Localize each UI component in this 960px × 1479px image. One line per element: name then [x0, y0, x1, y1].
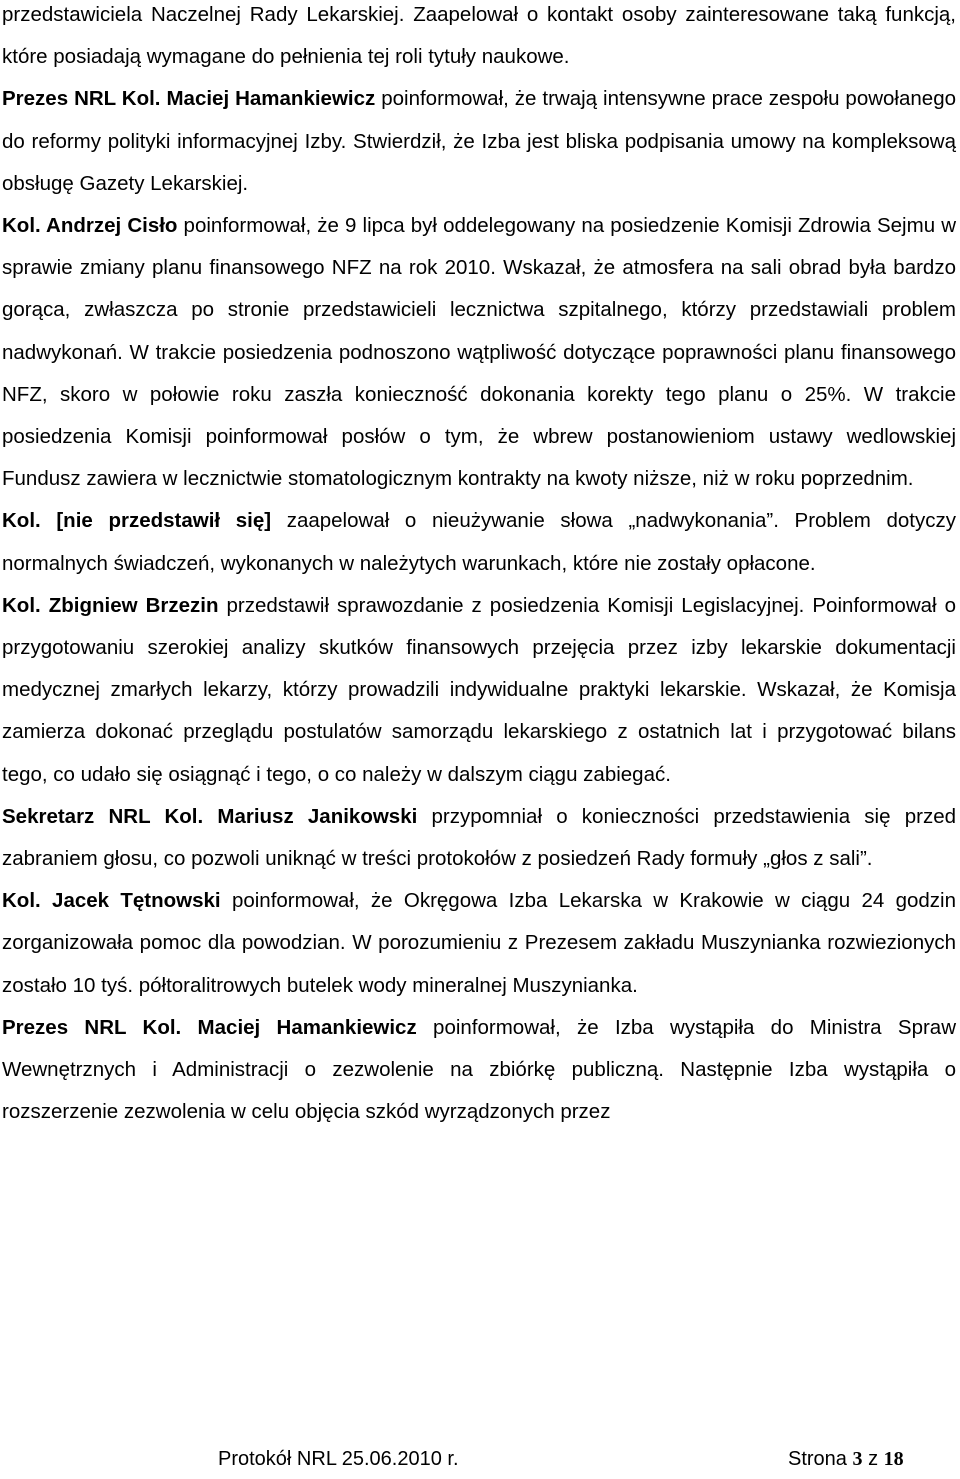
paragraph-6 — [2, 796, 956, 880]
page-footer — [0, 1444, 960, 1474]
speaker-name: Kol. Andrzej Cisło — [2, 214, 178, 238]
paragraph-text: poinformował, że Izba wystąpiła do Ministra Spraw Wewnętrznych i Administracji o zezwolenie na zbiórkę publiczną. Następnie Izba wystąpiła o rozszerzenie zezwolenia w celu objęcia szkód wyrządzonych przez — [2, 1015, 956, 1124]
speaker-name: Kol. Jacek Tętnowski — [2, 889, 221, 913]
page-number: 3 — [852, 1448, 863, 1470]
paragraph-8 — [2, 1007, 956, 1134]
of-word: z — [868, 1448, 879, 1470]
paragraph-7 — [2, 880, 956, 1007]
paragraph-text: poinformował, że trwają intensywne prace zespołu powołanego do reformy polityki informacyjnej Izby. Stwierdził, że Izba jest bliska podpisania umowy na kompleksową obsługę Gazety Lekarskiej. — [2, 87, 956, 195]
speaker-name: Sekretarz NRL Kol. Mariusz Janikowski — [2, 804, 418, 828]
paragraph-3 — [2, 205, 956, 500]
paragraph-5 — [2, 585, 956, 796]
footer-page-indicator — [788, 1444, 904, 1474]
speaker-name: Kol. [nie przedstawił się] — [2, 509, 272, 533]
page-word: Strona — [788, 1448, 847, 1470]
footer-protocol-title: Protokół NRL 25.06.2010 r. — [218, 1448, 459, 1470]
speaker-name: Prezes NRL Kol. Maciej Hamankiewicz — [2, 1015, 417, 1039]
paragraph-1 — [2, 0, 956, 78]
paragraph-text: przedstawił sprawozdanie z posiedzenia Komisji Legislacyjnej. Poinformował o przygotowaniu szerokiej analizy skutków finansowych przejęcia przez izby lekarskie dokumentacji medycznej zmarłych lekarzy, którzy prowadzili indywidualne praktyki lekarskie. Wskazał, że Komisja zamierza dokonać przeglądu postulatów samorządu lekarskiego z ostatnich lat i przygotować bilans tego, co udało się osiągnąć i tego, o co należy w dalszym ciągu zabiegać. — [2, 593, 956, 786]
paragraph-4 — [2, 500, 956, 584]
paragraph-text: zaapelował o nieużywanie słowa „nadwykonania”. Problem dotyczy normalnych świadczeń, wykonanych w należytych warunkach, które nie zostały opłacone. — [2, 509, 956, 575]
paragraph-text: przypomniał o konieczności przedstawienia się przed zabraniem głosu, co pozwoli uniknąć w treści protokołów z posiedzeń Rady formuły „głos z sali”. — [2, 804, 956, 871]
document-body — [2, 0, 956, 1133]
paragraph-text: przedstawiciela Naczelnej Rady Lekarskiej. Zaapelował o kontakt osoby zainteresowane taką funkcją, które posiadają wymagane do pełnienia tej roli tytuły naukowe. — [2, 3, 956, 69]
speaker-name: Prezes NRL Kol. Maciej Hamankiewicz — [2, 87, 376, 111]
speaker-name: Kol. Zbigniew Brzezin — [2, 593, 219, 617]
total-pages: 18 — [883, 1448, 904, 1470]
paragraph-2 — [2, 78, 956, 205]
paragraph-text: poinformował, że Okręgowa Izba Lekarska w Krakowie w ciągu 24 godzin zorganizowała pomoc dla powodzian. W porozumieniu z Prezesem zakładu Muszynianka rozwiezionych zostało 10 tyś. półtoralitrowych butelek wody mineralnej Muszynianka. — [2, 889, 956, 997]
paragraph-text: poinformował, że 9 lipca był oddelegowany na posiedzenie Komisji Zdrowia Sejmu w sprawie zmiany planu finansowego NFZ na rok 2010. Wskazał, że atmosfera na sali obrad była bardzo gorąca, zwłaszcza po stronie przedstawicieli lecznictwa szpitalnego, którzy przedstawiali problem nadwykonań. W trakcie posiedzenia podnoszono wątpliwość dotyczące poprawności planu finansowego NFZ, skoro w połowie roku zaszła konieczność dokonania korekty tego planu o 25%. W trakcie posiedzenia Komisji poinformował posłów o tym, że wbrew postanowieniom ustawy wedlowskiej Fundusz zawiera w lecznictwie stomatologicznym kontrakty na kwoty niższe, niż w roku poprzednim. — [2, 214, 956, 491]
